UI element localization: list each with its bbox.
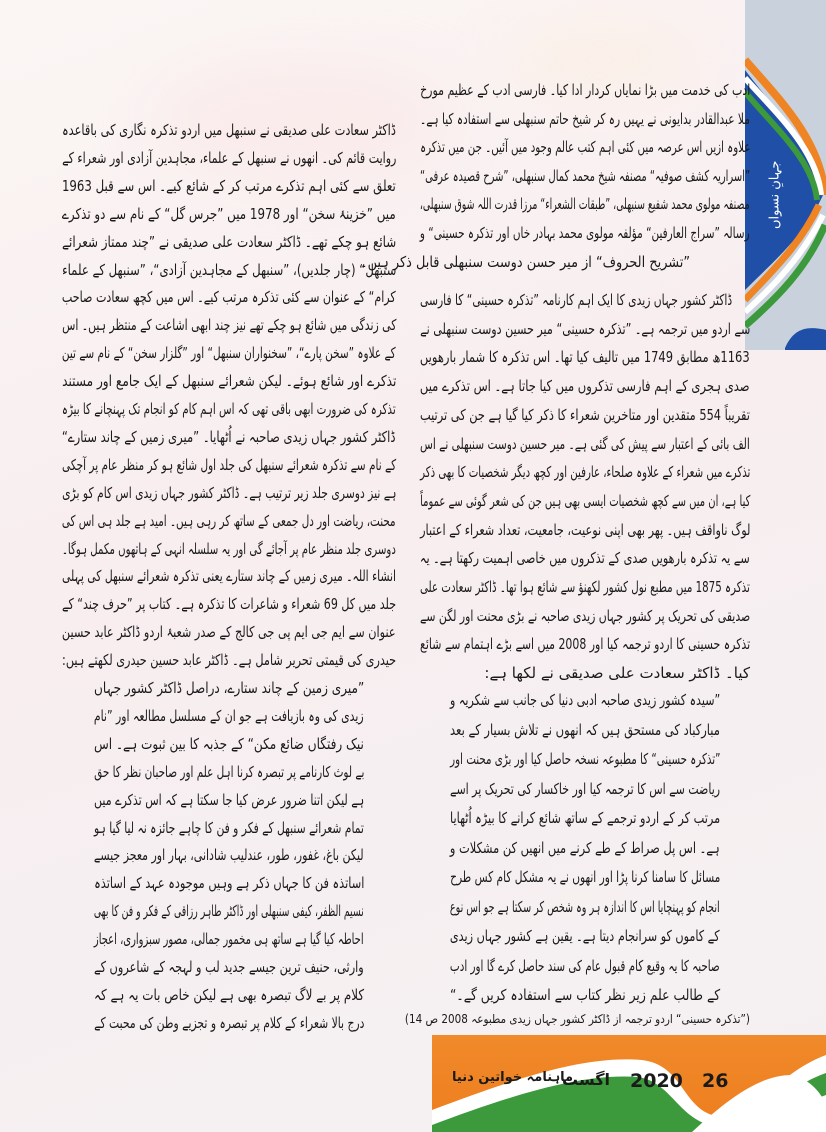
magazine-name: ماہنامہ خواتین دنیا [452,1070,574,1085]
text-line: صاحبہ کا یہ وقیع کام قبول عام کی سند حاصل کرے گا اور ادب [450,956,720,975]
text-line: شائع ہو چکے تھے۔ ڈاکٹر سعادت علی صدیقی نے ”چند ممتاز شعرائے [61,232,396,251]
text-line: صدی ہجری کے اہم فارسی تذکروں میں کیا جاتا ہے۔ اس تذکرے میں [420,377,750,396]
text-line: میں ”خزینۂ سخن“ اور 1978 میں ”جرس گل“ کے نام سے دو تذکرے [62,204,396,223]
text-line: الف بائی کے اعتبار سے پیش کی گئی ہے۔ میر حسین دوست سنبھلی نے اس [420,434,750,453]
text-line: تقریباً 554 متقدین اور متاخرین شعراء کا ذکر کیا گیا ہے جن کی ترتیب [420,405,750,424]
text-line: تذکرہ حسینی کا اردو ترجمہ کیا اور 2008 میں اسے بڑے اہتمام سے شائع [419,635,750,654]
text-line: علاوہ ازیں اس عرصہ میں کئی اہم کتب عالم وجود میں آئیں۔ جن میں تذکرہ [419,138,750,157]
text-line: جلد میں کل 69 شعراء و شاعرات کا تذکرہ ہے۔ کتاب پر ”حرف چند“ کے [61,595,396,614]
text-line: محنت، ریاضت اور دل جمعی کے ساتھ کر رہی ہیں۔ امید ہے جلد ہی اس کی [62,511,396,530]
text-line: ”اسراریہ کشف صوفیہ“ مصنفہ شیخ محمد کمال سنبھلی، ”شرح قصیدہ عرفی“ [419,166,750,185]
text-line: ”تذکرہ حسینی“ کا مطبوعہ نسخہ حاصل کیا اور بڑی محنت اور [449,750,720,768]
text-line: تمام شعرائے سنبھل کے فکر و فن کا چاہے جائزہ نہ لیا گیا ہو [94,818,364,837]
text-line: انشاء اللہ۔ میری زمیں کے چاند ستارے یعنی تذکرہ شعرائے سنبھل کی پہلی [61,567,396,586]
text-line: کی زندگی میں شائع ہو چکے تھے نیز چند ابھی اشاعت کے منتظر ہیں۔ اس [61,316,396,335]
text-line: زیدی کی وہ بازیافت ہے جو ان کے مسلسل مطالعہ اور ”نام [94,706,364,725]
text-line: ملا عبدالقادر بدایونی نے یہیں رہ کر شیخ حاتم سنبھلی سے استفادہ کیا ہے۔ [420,109,750,128]
text-line: رسالہ ”سراج العارفین“ مؤلفہ مولوی محمد بہادر خاں اور تذکرہ حسینی“ و [420,224,750,242]
text-line: درج بالا شعراء کے کلام پر تبصرہ و تجزیے وطن کی محبت کے [93,1013,364,1032]
text-line: ”سیدہ کشور زیدی صاحبہ ادبی دنیا کی جانب سے شکریہ و [449,691,720,709]
issue-year: 2020 [630,1070,683,1092]
text-line: تذکرے میں شعراء کے علاوہ صلحاء، عارفین اور کچھ دیگر شخصیات کا بھی ذکر [419,463,750,482]
text-line: کیا۔ ڈاکٹر سعادت علی صدیقی نے لکھا ہے: [484,664,750,683]
text-line: تذکرہ کی ضرورت ابھی باقی تھی کہ اس اہم کام کو انجام تک پہنچانے کا بیڑہ [62,400,396,418]
text-line: مصنفہ مولوی محمد شفیع سنبھلی، ”طبقات الشعراء“ مرزا قدرت اللہ شوق سنبھلی، [420,195,750,214]
quote-citation: (”تذکرہ حسینی“ اردو ترجمہ از ڈاکٹر کشور جہاں زیدی مطبوعہ 2008 ص 14) [404,1012,750,1026]
text-line: کے کاموں کو سرانجام دیتا ہے۔ یقین ہے کشور جہاں زیدی [450,927,720,945]
text-line: مرتب کر کے اردو ترجمے کے ساتھ شائع کرانے کا بیڑہ اُٹھایا [449,809,720,827]
text-line: تعلق سے کئی اہم تذکرے مرتب کر کے شائع کیے۔ اس سے قبل 1963 [62,176,396,195]
section-label: جہانِ نسواں [767,160,783,230]
text-line: لیکن باغ، غفور، طور، عندلیب شادانی، بہار اور معجز جیسے [94,846,364,865]
text-line: بے لوث کارنامے پر تبصرہ کرنا اہل علم اور صاحبان نظر کا حق [93,762,364,781]
text-line: کرام“ کے عنوان سے کئی تذکرہ مرتب کیے۔ اس میں کچھ سعادت صاحب [62,288,396,307]
text-line: کے علاوہ ”سخن پارے“، ”سخنواران سنبھل“ اور ”گلزار سخن“ کے نام سے تین [62,344,396,363]
text-line: سنبھل“ (چار جلدیں)، ”سنبھل کے مجاہدین آزادی“، ”سنبھل کے علماء [61,260,396,279]
text-line: کے نام سے تذکرہ شعرائے سنبھل کی جلد اول شائع ہو کر منظر عام پر آچکی [61,455,396,474]
text-line: انجام کو پہنچایا اس کا اندازہ ہر وہ شخص کر سکتا ہے جو اس نوع [450,897,720,916]
text-line: اساتذہ فن کا جہاں ذکر ہے وہیں موجودہ عہد کے اساتذہ [93,874,364,893]
text-line: احاطہ کیا گیا ہے ساتھ ہی مخمور جمالی، مصور سبزواری، اعجاز [94,930,364,949]
text-line: کلام پر بے لاگ تبصرہ بھی ہے لیکن خاص بات یہ ہے کہ [93,985,364,1004]
text-line: ”تشریح الحروف“ از میر حسن دوست سنبھلی قابل ذکر ہیں۔ [359,252,690,271]
text-line: ہے لیکن اتنا ضرور عرض کیا جا سکتا ہے کہ اس تذکرے میں [93,790,364,809]
text-line: سے یہ تذکرہ بارھویں صدی کے تذکروں میں خاصی اہمیت رکھتا ہے۔ یہ [420,549,750,568]
text-line: تذکرہ 1875 میں مطبع نول کشور لکھنؤ سے شائع ہوا تھا۔ ڈاکٹر سعادت علی [420,578,750,596]
text-line: عنوان سے ایم جی ایم پی جی کالج کے صدر شعبۂ اردو ڈاکٹر عابد حسین [62,623,396,642]
text-line: روایت قائم کی۔ انھوں نے سنبھل کے علماء، مجاہدین آزادی اور شعراء کے [61,148,396,167]
text-line: نسیم الظفر، کیفی سنبھلی اور ڈاکٹر طاہر رزاقی کے فکر و فن کا بھی [94,902,364,921]
text-line: دوسری جلد منظر عام پر آجائے گی اور یہ سلسلہ انہی کے ہاتھوں مکمل ہوگا۔ [62,539,396,558]
text-line: کے طالب علم زیر نظر کتاب سے استفادہ کریں گے۔“ [449,986,720,1004]
text-line: ہے۔ اس پل صراط کے طے کرنے میں انھیں کن مشکلات و [450,838,720,857]
text-line: ڈاکٹر کشور جہاں زیدی کا ایک اہم کارنامہ ”تذکرہ حسینی“ کا فارسی [419,291,732,309]
text-line: مسائل کا سامنا کرنا پڑا اور انھوں نے یہ مشکل کام کس طرح [449,868,720,886]
text-line: نیک رفتگاں ضائع مکن“ کے جذبہ کا بین ثبوت ہے۔ اس [94,734,364,753]
issue-month: اگست [562,1070,611,1089]
text-line: ادب کی خدمت میں بڑا نمایاں کردار ادا کیا۔ فارسی ادب کے عظیم مورخ [419,81,750,99]
text-line: لوگ ناواقف ہیں۔ پھر بھی اپنی نوعیت، جامعیت، تعداد شعراء کے اعتبار [419,520,750,539]
text-line: تذکرے اور شائع ہوئے۔ لیکن شعرائے سنبھل کے ایک جامع اور مستند [61,372,396,391]
text-line: ”میری زمین کے چاند ستارے، دراصل ڈاکٹر کشور جہاں [93,679,364,697]
text-line: صدیقی کی تحریک پر کشور جہاں زیدی صاحبہ نے بڑی محنت اور لگن سے [419,606,750,625]
text-line: ریاضت سے اس کا ترجمہ کیا اور خاکسار کی تحریک پر اسے [449,779,720,798]
text-line: ڈاکٹر کشور جہاں زیدی صاحبہ نے اُٹھایا۔ ”میری زمیں کے چاند ستارے“ [62,427,396,446]
text-line: سے اردو میں ترجمہ ہے۔ ”تذکرہ حسینی“ میر حسین دوست سنبھلی نے [419,319,750,338]
text-line: مبارکباد کی مستحق ہیں کہ انھوں نے تلاش بسیار کے بعد [450,720,720,739]
text-line: وارثی، حنیف ترین جیسے جدید لب و لہجہ کے شاعروں کے [94,958,364,976]
text-line: ڈاکٹر سعادت علی صدیقی نے سنبھل میں اردو تذکرہ نگاری کی باقاعدہ [62,121,396,139]
text-line: کیا ہے، ان میں سے کچھ شخصیات ایسی بھی ہیں جن کی شعر گوئی سے عموماً [419,491,750,510]
text-line: 1163ھ مطابق 1749 میں تالیف کیا تھا۔ اس تذکرہ کا شمار بارھویں [420,348,750,367]
page-number: 26 [702,1070,729,1092]
text-line: حیدری کی قیمتی تحریر شامل ہے۔ ڈاکٹر عابد حسین حیدری لکھتے ہیں: [61,651,396,670]
text-line: ہے نیز دوسری جلد زیر ترتیب ہے۔ ڈاکٹر کشور جہاں زیدی اس کام کو بڑی [61,483,396,502]
